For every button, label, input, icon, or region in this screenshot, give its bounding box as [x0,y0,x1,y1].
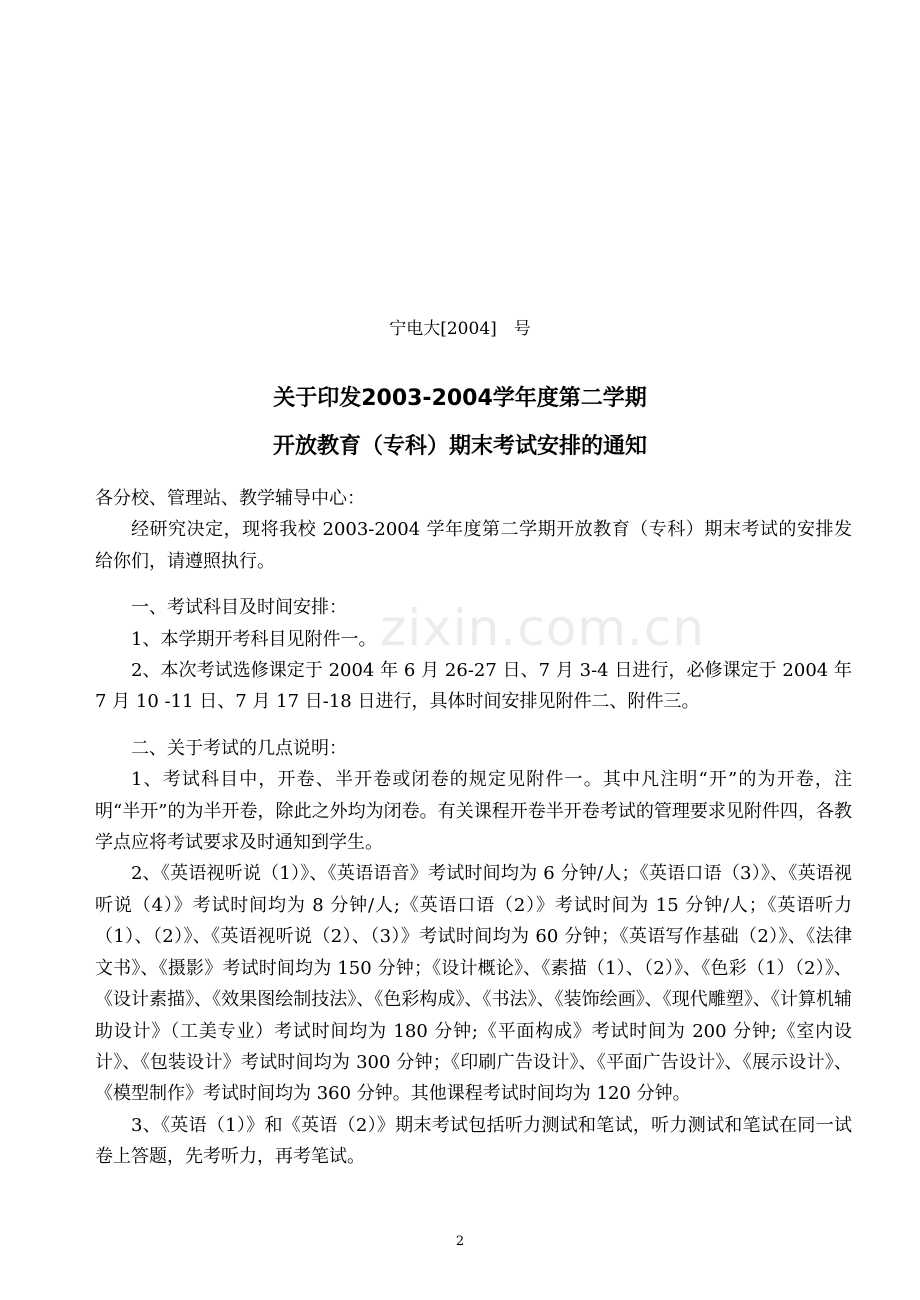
document-body [95,483,852,1173]
paragraph-schedule: 2、本次考试选修课定于 2004 年 6 月 26-27 日、7 月 3-4 日进行，必修课定于 2004 年 7 月 10 -11 日、7 月 17 日-18 日进行，具体时间安排见附件二、附件三。 [95,660,852,713]
paragraph-subjects: 1、本学期开考科目见附件一。 [131,628,377,650]
section-heading-exam-notes: 二、关于考试的几点说明： [131,737,347,759]
document-number: 宁电大[2004] 号 [389,319,531,339]
page-number: 2 [455,1234,465,1249]
document-title-line-2: 开放教育（专科）期末考试安排的通知 [272,434,647,459]
document-title-line-1: 关于印发2003-2004学年度第二学期 [273,386,647,411]
paragraph-open-book-rules: 1、考试科目中，开卷、半开卷或闭卷的规定见附件一。其中凡注明“开”的为开卷，注明“半开”的为半开卷，除此之外均为闭卷。有关课程开卷半开卷考试的管理要求见附件四，各教学点应将考试要求及时通知到学生。 [95,769,852,854]
paragraph-exam-durations: 2、《英语视听说（1）》、《英语语音》考试时间均为 6 分钟/人；《英语口语（3）》、《英语视听说（4）》考试时间均为 8 分钟/人;《英语口语（2）》考试时间为 15 分钟/人；《英语听力（1）、（2）》、《英语视听说（2）、（3）》考试时间均为 60 分钟；《英语写作基础（2）》、《法律文书》、《摄影》考试时间均为 150 分钟；《设计概论》、《素描（1）、（2）》、《色彩（1）（2）》、《设计素描》、《效果图绘制技法》、《色彩构成》、《书法》、《装饰绘画》、《现代雕塑》、《计算机辅助设计》（工美专业）考试时间均为 180 分钟;《平面构成》考试时间为 200 分钟;《室内设计》、《包装设计》考试时间均为 300 分钟；《印刷广告设计》、《平面广告设计》、《展示设计》、《模型制作》考试时间均为 360 分钟。其他课程考试时间均为 120 分钟。 [95,863,852,1105]
paragraph-intro: 经研究决定，现将我校 2003-2004 学年度第二学期开放教育（专科）期末考试的安排发给你们，请遵照执行。 [95,519,852,572]
section-heading-exam-subjects: 一、考试科目及时间安排： [131,597,347,619]
paragraph-english-listening: 3、《英语（1）》和《英语（2）》期末考试包括听力测试和笔试，听力测试和笔试在同一试卷上答题，先考听力，再考笔试。 [95,1114,852,1168]
salutation: 各分校、管理站、教学辅导中心： [95,488,365,509]
watermark: zixin.com.cn [380,599,706,657]
